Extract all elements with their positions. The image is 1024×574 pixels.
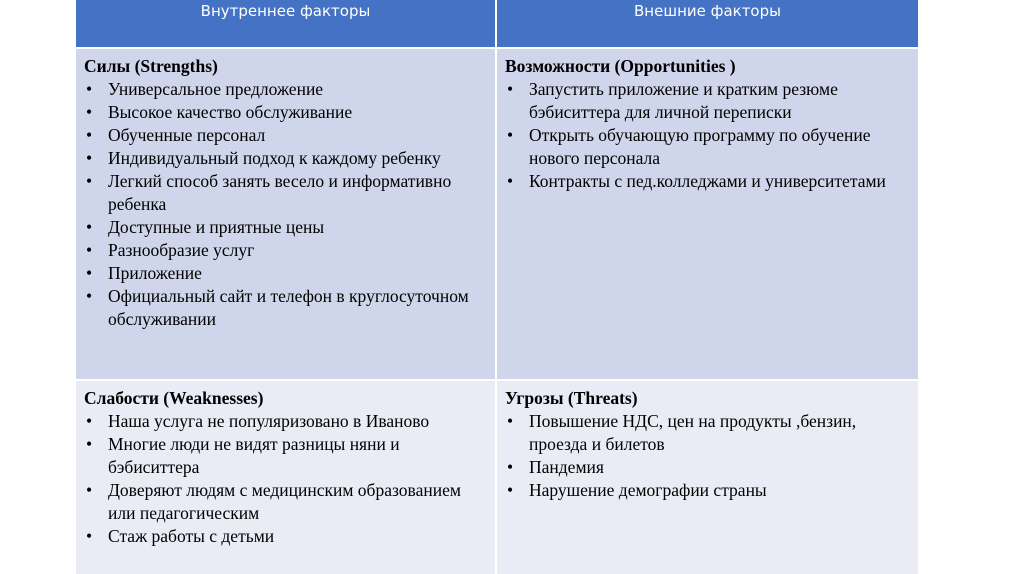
- list-item: • Доступные и приятные цены: [84, 216, 487, 239]
- list-item: • Обученные персонал: [84, 124, 487, 147]
- strengths-list: [84, 78, 487, 331]
- list-item: • Открыть обучающую программу по обучение нового персонала: [505, 124, 910, 170]
- threats-title: Угрозы (Threats): [505, 388, 638, 408]
- opportunities-title: Возможности (Opportunities ): [505, 56, 736, 76]
- list-item: • Нарушение демографии страны: [505, 479, 910, 502]
- list-item: • Стаж работы с детьми: [84, 525, 487, 548]
- list-item: • Наша услуга не популяризовано в Иваново: [84, 410, 487, 433]
- weaknesses-cell: [76, 381, 497, 574]
- weaknesses-title: Слабости (Weaknesses): [84, 388, 264, 408]
- list-item: • Высокое качество обслуживание: [84, 101, 487, 124]
- list-item: • Повышение НДС, цен на продукты ,бензин, проезда и билетов: [505, 410, 910, 456]
- list-item: • Пандемия: [505, 456, 910, 479]
- strengths-cell: [76, 49, 497, 381]
- threats-cell: [497, 381, 918, 574]
- list-item: • Многие люди не видят разницы няни и бэбиситтера: [84, 433, 487, 479]
- swot-table: [76, 0, 918, 574]
- weaknesses-list: [84, 410, 487, 548]
- list-item: • Универсальное предложение: [84, 78, 487, 101]
- list-item: • Официальный сайт и телефон в круглосуточном обслуживании: [84, 285, 487, 331]
- strengths-title: Силы (Strengths): [84, 56, 218, 76]
- opportunities-cell: [497, 49, 918, 381]
- list-item: • Запустить приложение и кратким резюме бэбиситтера для личной переписки: [505, 78, 910, 124]
- list-item: • Приложение: [84, 262, 487, 285]
- threats-list: [505, 410, 910, 502]
- list-item: • Разнообразие услуг: [84, 239, 487, 262]
- list-item: • Доверяют людям с медицинским образованием или педагогическим: [84, 479, 487, 525]
- list-item: • Легкий способ занять весело и информативно ребенка: [84, 170, 487, 216]
- opportunities-list: [505, 78, 910, 193]
- list-item: • Индивидуальный подход к каждому ребенку: [84, 147, 487, 170]
- header-external-factors: Внешние факторы: [497, 0, 918, 49]
- header-internal-factors: Внутреннее факторы: [76, 0, 497, 49]
- list-item: • Контракты с пед.колледжами и университетами: [505, 170, 910, 193]
